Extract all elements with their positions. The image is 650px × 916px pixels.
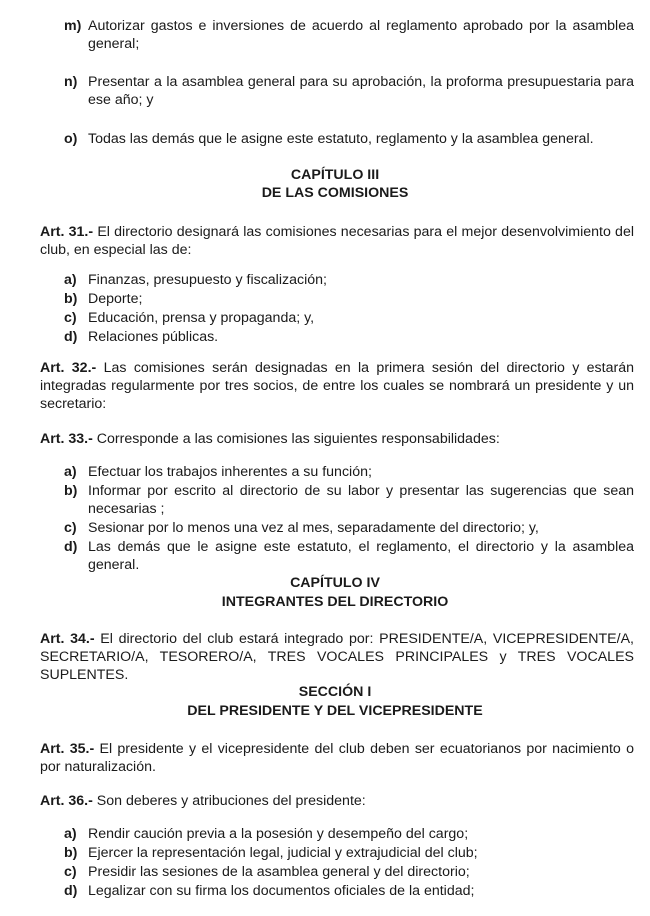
article-35 bbox=[40, 740, 634, 776]
chapter-title: CAPÍTULO IV bbox=[290, 575, 380, 591]
list-item bbox=[64, 328, 634, 346]
item-text: Las demás que le asigne este estatuto, el reglamento, el directorio y la asamblea general. bbox=[88, 539, 634, 573]
article-number: Art. 35.- bbox=[40, 741, 95, 757]
item-label: n) bbox=[64, 74, 78, 90]
item-label: m) bbox=[64, 18, 82, 34]
list-item bbox=[64, 73, 634, 109]
item-text: Relaciones públicas. bbox=[88, 329, 219, 345]
list-item bbox=[64, 538, 634, 574]
item-label: c) bbox=[64, 520, 77, 536]
article-36 bbox=[40, 792, 634, 810]
article-number: Art. 32.- bbox=[40, 360, 97, 376]
chapter-subtitle: DE LAS COMISIONES bbox=[261, 185, 409, 201]
item-text: Legalizar con su firma los documentos oficiales de la entidad; bbox=[88, 883, 475, 899]
item-label: d) bbox=[64, 539, 78, 555]
item-label: d) bbox=[64, 329, 78, 345]
item-text: Todas las demás que le asigne este estatuto, reglamento y la asamblea general. bbox=[88, 131, 594, 147]
article-text: Las comisiones serán designadas en la primera sesión del directorio y estarán integradas regularmente por tres socios, de entre los cuales se nombrará un presidente y un secretario: bbox=[40, 360, 634, 412]
list-item bbox=[64, 882, 634, 900]
section-subtitle: DEL PRESIDENTE Y DEL VICEPRESIDENTE bbox=[187, 703, 483, 719]
list-item bbox=[64, 130, 634, 148]
list-item bbox=[64, 482, 634, 518]
article-33 bbox=[40, 430, 634, 448]
item-label: b) bbox=[64, 291, 78, 307]
article-number: Art. 34.- bbox=[40, 631, 95, 647]
item-text: Presentar a la asamblea general para su aprobación, la proforma presupuestaria para ese año; y bbox=[88, 74, 634, 108]
item-text: Deporte; bbox=[88, 291, 143, 307]
list-item bbox=[64, 290, 634, 308]
list-item bbox=[64, 271, 634, 289]
item-label: a) bbox=[64, 272, 77, 288]
item-text: Rendir caución previa a la posesión y desempeño del cargo; bbox=[88, 826, 469, 842]
article-32 bbox=[40, 359, 634, 413]
article-text: El directorio del club estará integrado por: PRESIDENTE/A, VICEPRESIDENTE/A, SECRETARIO/A, TESORERO/A, TRES VOCALES PRINCIPALES y TRES VOCALES SUPLENTES. bbox=[40, 631, 634, 683]
article-31 bbox=[40, 223, 634, 259]
item-text: Sesionar por lo menos una vez al mes, separadamente del directorio; y, bbox=[88, 520, 539, 536]
list-item bbox=[64, 825, 634, 843]
article-number: Art. 31.- bbox=[40, 224, 94, 240]
item-label: o) bbox=[64, 131, 78, 147]
list-item bbox=[64, 863, 634, 881]
item-text: Informar por escrito al directorio de su labor y presentar las sugerencias que sean necesarias ; bbox=[88, 483, 634, 517]
item-label: d) bbox=[64, 883, 78, 899]
article-text: El directorio designará las comisiones necesarias para el mejor desenvolvimiento del club, en especial las de: bbox=[40, 224, 634, 258]
item-text: Autorizar gastos e inversiones de acuerdo al reglamento aprobado por la asamblea general; bbox=[88, 18, 634, 52]
section-title: SECCIÓN I bbox=[298, 684, 372, 700]
item-label: c) bbox=[64, 864, 77, 880]
list-item bbox=[64, 17, 634, 53]
item-text: Efectuar los trabajos inherentes a su función; bbox=[88, 464, 372, 480]
list-item bbox=[64, 463, 634, 481]
article-text: El presidente y el vicepresidente del club deben ser ecuatorianos por nacimiento o por naturalización. bbox=[40, 741, 634, 775]
chapter-title: CAPÍTULO III bbox=[290, 167, 380, 183]
item-label: c) bbox=[64, 310, 77, 326]
article-number: Art. 33.- bbox=[40, 431, 93, 447]
article-number: Art. 36.- bbox=[40, 793, 93, 809]
item-label: b) bbox=[64, 845, 78, 861]
article-text: Corresponde a las comisiones las siguientes responsabilidades: bbox=[92, 431, 500, 447]
article-34 bbox=[40, 630, 634, 684]
item-text: Presidir las sesiones de la asamblea general y del directorio; bbox=[88, 864, 470, 880]
list-item bbox=[64, 844, 634, 862]
item-label: a) bbox=[64, 826, 77, 842]
item-label: b) bbox=[64, 483, 78, 499]
list-item bbox=[64, 519, 634, 537]
item-label: a) bbox=[64, 464, 77, 480]
item-text: Finanzas, presupuesto y fiscalización; bbox=[88, 272, 327, 288]
article-text: Son deberes y atribuciones del presidente: bbox=[92, 793, 366, 809]
list-item bbox=[64, 309, 634, 327]
item-text: Educación, prensa y propaganda; y, bbox=[88, 310, 315, 326]
chapter-subtitle: INTEGRANTES DEL DIRECTORIO bbox=[221, 594, 449, 610]
item-text: Ejercer la representación legal, judicial y extrajudicial del club; bbox=[88, 845, 478, 861]
